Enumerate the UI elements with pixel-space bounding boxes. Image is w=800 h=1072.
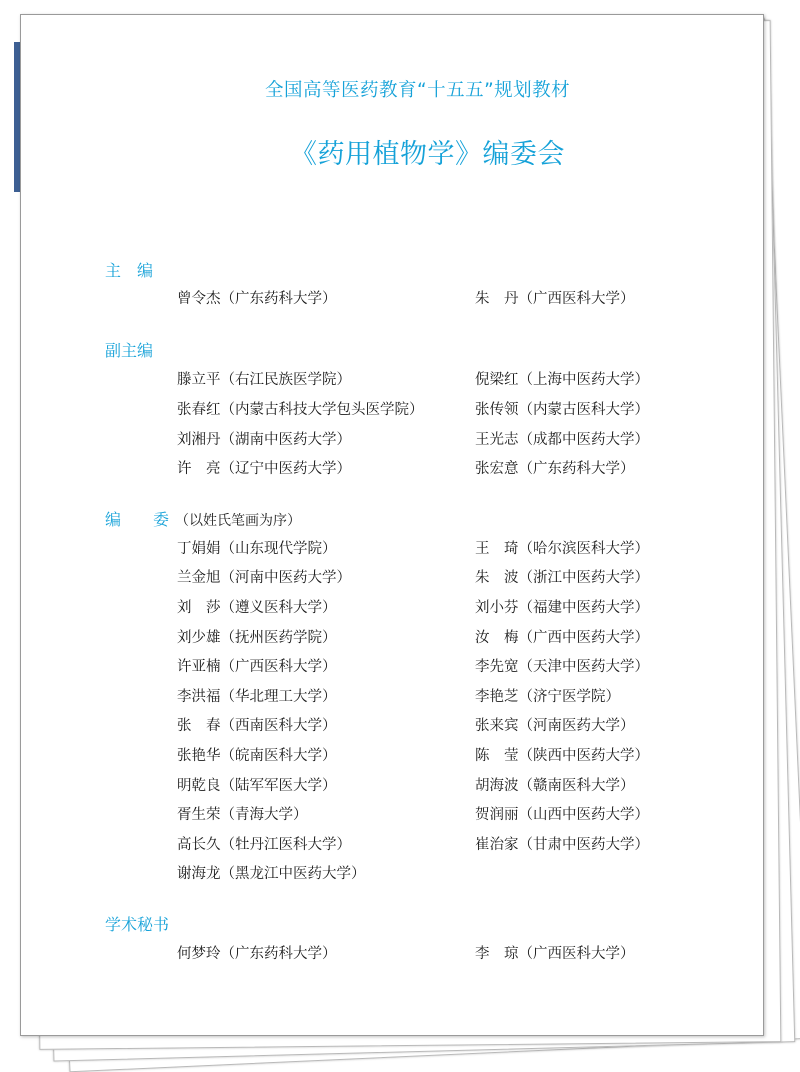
page-title: 《药用植物学》编委会 bbox=[290, 139, 565, 170]
member-entry: 张宏意（广东药科大学） bbox=[475, 461, 635, 477]
member-entry: 谢海龙（黑龙江中医药大学） bbox=[177, 866, 366, 882]
member-entry: 何梦玲（广东药科大学） bbox=[177, 946, 337, 962]
member-entry: 刘小芬（福建中医药大学） bbox=[475, 600, 649, 616]
member-entry: 汝 梅（广西中医药大学） bbox=[475, 630, 649, 646]
member-entry: 许 亮（辽宁中医药大学） bbox=[177, 461, 351, 477]
member-entry: 高长久（牡丹江医科大学） bbox=[177, 837, 351, 853]
section-heading-editorial-board bbox=[105, 507, 301, 530]
member-entry: 张艳华（皖南医科大学） bbox=[177, 748, 337, 764]
member-entry: 丁娟娟（山东现代学院） bbox=[177, 541, 337, 557]
member-entry: 李 琼（广西医科大学） bbox=[475, 946, 635, 962]
member-entry: 许亚楠（广西医科大学） bbox=[177, 659, 337, 675]
section-heading-deputy-editor: 副主编 bbox=[105, 341, 154, 360]
member-entry: 李洪福（华北理工大学） bbox=[177, 689, 337, 705]
member-entry: 朱 波（浙江中医药大学） bbox=[475, 570, 649, 586]
member-entry: 刘 莎（遵义医科大学） bbox=[177, 600, 337, 616]
member-entry: 曾令杰（广东药科大学） bbox=[177, 291, 337, 307]
member-entry: 张传领（内蒙古医科大学） bbox=[475, 402, 649, 418]
member-entry: 朱 丹（广西医科大学） bbox=[475, 291, 635, 307]
member-entry: 倪梁红（上海中医药大学） bbox=[475, 372, 649, 388]
member-entry: 李艳芝（济宁医学院） bbox=[475, 689, 620, 705]
member-entry: 刘湘丹（湖南中医药大学） bbox=[177, 432, 351, 448]
member-entry: 胡海波（赣南医科大学） bbox=[475, 778, 635, 794]
section-heading-chief-editor: 主 编 bbox=[105, 261, 154, 280]
member-entry: 张来宾（河南医药大学） bbox=[475, 718, 635, 734]
member-entry: 张 春（西南医科大学） bbox=[177, 718, 337, 734]
member-entry: 张春红（内蒙古科技大学包头医学院） bbox=[177, 402, 424, 418]
member-entry: 王光志（成都中医药大学） bbox=[475, 432, 649, 448]
section-note: （以姓氏笔画为序） bbox=[175, 513, 302, 529]
member-entry: 崔治家（甘肃中医药大学） bbox=[475, 837, 649, 853]
member-entry: 王 琦（哈尔滨医科大学） bbox=[475, 541, 649, 557]
section-heading-academic-secretary: 学术秘书 bbox=[105, 915, 170, 934]
member-entry: 刘少雄（抚州医药学院） bbox=[177, 630, 337, 646]
member-entry: 贺润丽（山西中医药大学） bbox=[475, 807, 649, 823]
member-entry: 明乾良（陆军军医大学） bbox=[177, 778, 337, 794]
member-entry: 胥生荣（青海大学） bbox=[177, 807, 308, 823]
series-header: 全国高等医药教育“十五五”规划教材 bbox=[265, 80, 571, 101]
member-entry: 兰金旭（河南中医药大学） bbox=[177, 570, 351, 586]
section-label: 编 委 bbox=[105, 510, 170, 529]
member-entry: 滕立平（右江民族医学院） bbox=[177, 372, 351, 388]
member-entry: 李先宽（天津中医药大学） bbox=[475, 659, 649, 675]
member-entry: 陈 莹（陕西中医药大学） bbox=[475, 748, 649, 764]
